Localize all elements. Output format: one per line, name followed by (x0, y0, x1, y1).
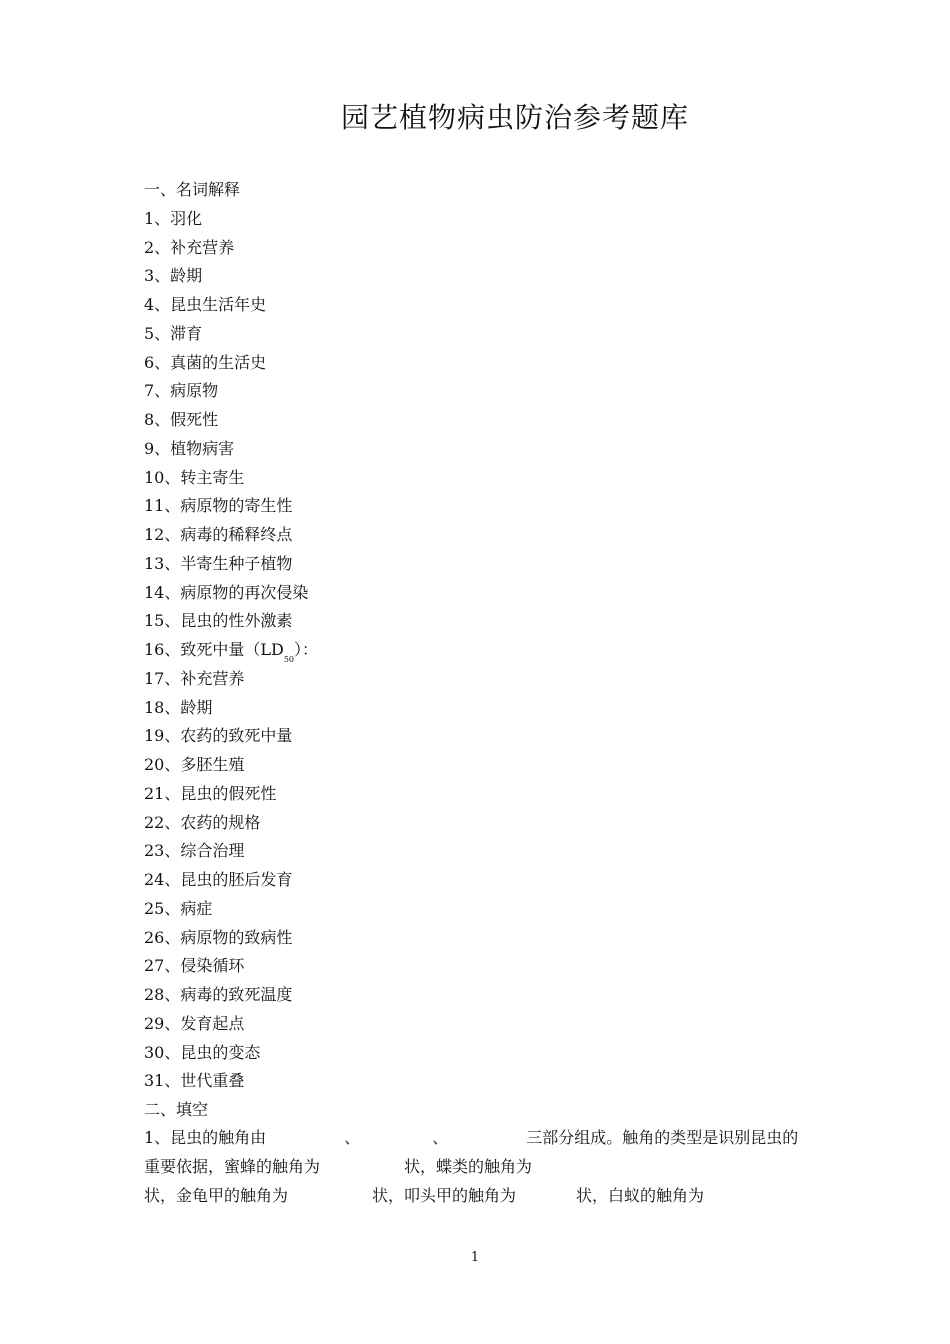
question-text: 状，蝶类的触角为 (404, 1156, 533, 1176)
list-item: 1、羽化 (144, 208, 203, 228)
list-item: 26、病原物的致病性 (144, 927, 293, 947)
list-item: 11、病原物的寄生性 (144, 496, 293, 516)
list-item: 29、发育起点 (144, 1013, 245, 1033)
list-item: 15、昆虫的性外激素 (144, 611, 293, 631)
question-text: 1、昆虫的触角由 (144, 1128, 267, 1147)
list-item: 10、转主寄生 (144, 467, 245, 487)
list-item: 19、农药的致死中量 (144, 726, 293, 746)
list-item: 30、昆虫的变态 (144, 1042, 261, 1062)
section-heading: 一、名词解释 (144, 180, 241, 199)
page-number: 1 (470, 1250, 480, 1265)
list-item: 14、病原物的再次侵染 (144, 582, 309, 602)
list-item: 18、龄期 (144, 697, 213, 717)
section-heading: 二、填空 (144, 1100, 209, 1119)
question-text: 、 (344, 1128, 361, 1147)
list-item: 3、龄期 (144, 266, 203, 286)
question-text: 状，叩头甲的触角为 (372, 1185, 517, 1205)
question-text: 状，金龟甲的触角为 (144, 1185, 289, 1205)
list-item: 31、世代重叠 (144, 1071, 245, 1091)
list-item: 28、病毒的致死温度 (144, 985, 293, 1004)
list-item: 8、假死性 (144, 410, 219, 429)
list-item: 6、真菌的生活史 (144, 352, 267, 372)
page-title: 园艺植物病虫防治参考题库 (340, 101, 689, 134)
list-item: 12、病毒的稀释终点 (144, 525, 293, 544)
question-line (144, 1124, 824, 1153)
ld50-suffix: ）： (294, 640, 319, 659)
list-item: 4、昆虫生活年史 (144, 295, 267, 314)
list-item: 21、昆虫的假死性 (144, 783, 277, 803)
list-item: 7、病原物 (144, 381, 219, 401)
list-item: 22、农药的规格 (144, 812, 261, 832)
list-item: 25、病症 (144, 898, 213, 918)
fill-blank-question (144, 1124, 824, 1210)
list-item: 24、昆虫的胚后发育 (144, 870, 293, 889)
list-item: 2、补充营养 (144, 237, 235, 257)
list-item: 17、补充营养 (144, 668, 245, 688)
list-item: 27、侵染循环 (144, 956, 245, 976)
question-line (144, 1182, 824, 1211)
list-item: 5、滞育 (144, 323, 203, 343)
list-item: 9、植物病害 (144, 438, 235, 458)
term-list (144, 176, 824, 1125)
list-item: 13、半寄生种子植物 (144, 553, 293, 573)
list-item: 20、多胚生殖 (144, 755, 245, 774)
question-text: 状，白蚁的触角为 (576, 1185, 705, 1205)
ld50-prefix: 16、致死中量（LD (144, 640, 284, 659)
question-line (144, 1153, 824, 1182)
ld50-subscript: 50 (283, 655, 295, 664)
list-item-ld50 (144, 636, 824, 665)
list-item: 23、综合治理 (144, 841, 245, 861)
question-text: 、 (432, 1128, 449, 1147)
question-text: 重要依据，蜜蜂的触角为 (144, 1156, 321, 1176)
question-text: 三部分组成。触角的类型是识别昆虫的 (526, 1128, 799, 1147)
